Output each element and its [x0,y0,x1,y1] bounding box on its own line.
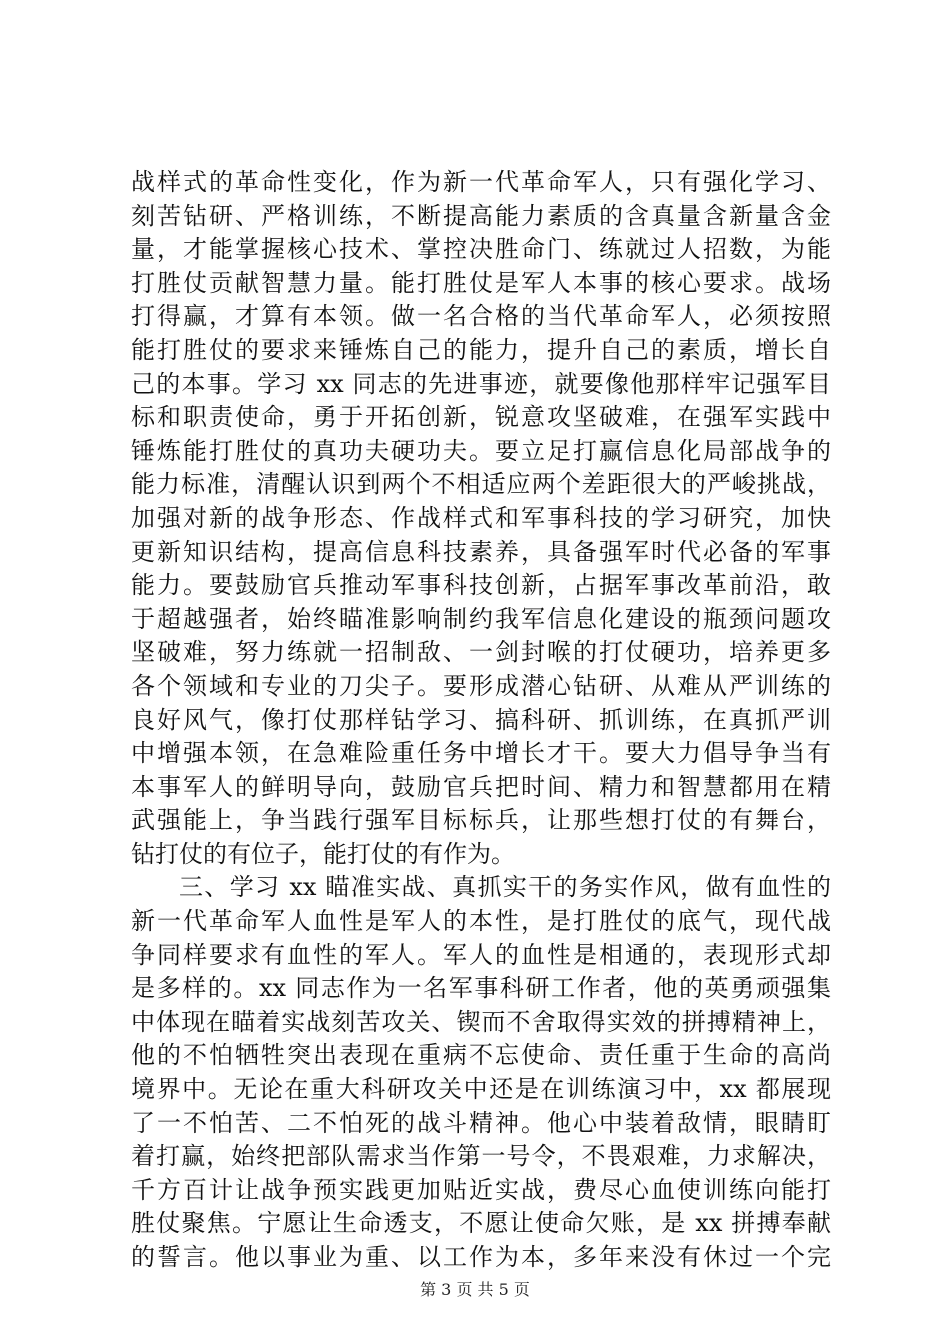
text-line: 了一不怕苦、二不怕死的战斗精神。他心中装着敌情，眼睛盯 [131,1108,831,1137]
text-line: 着打赢，始终把部队需求当作第一号令，不畏艰难，力求解决， [131,1142,831,1171]
text-line: 本事军人的鲜明导向，鼓励官兵把时间、精力和智慧都用在精 [131,772,831,801]
text-line: 的誓言。他以事业为重、以工作为本，多年来没有休过一个完 [131,1243,831,1271]
text-line: 良好风气，像打仗那样钻学习、搞科研、抓训练，在真抓严训 [131,705,831,734]
text-line: 量，才能掌握核心技术、掌控决胜命门、练就过人招数，为能 [131,235,831,264]
body-text [131,166,831,1275]
page-number-footer: 第 3 页 共 5 页 [420,1280,530,1299]
text-line: 更新知识结构，提高信息科技素养，具备强军时代必备的军事 [131,537,831,566]
text-line: 武强能上，争当践行强军目标标兵，让那些想打仗的有舞台， [131,806,831,835]
text-line: 能力。要鼓励官兵推动军事科技创新，占据军事改革前沿，敢 [131,571,831,600]
text-line: 锤炼能打胜仗的真功夫硬功夫。要立足打赢信息化局部战争的 [131,436,831,465]
text-line: 千方百计让战争预实践更加贴近实战，费尽心血使训练向能打 [131,1175,831,1204]
text-line: 加强对新的战争形态、作战样式和军事科技的学习研究，加快 [131,503,831,532]
text-line: 能打胜仗的要求来锤炼自己的能力，提升自己的素质，增长自 [131,335,831,364]
text-line: 胜仗聚焦。宁愿让生命透支，不愿让使命欠账，是 xx 拼搏奉献 [131,1209,831,1238]
text-line: 己的本事。学习 xx 同志的先进事迹，就要像他那样牢记强军目 [131,369,831,398]
text-line: 于超越强者，始终瞄准影响制约我军信息化建设的瓶颈问题攻 [131,604,831,633]
text-line: 他的不怕牺牲突出表现在重病不忘使命、责任重于生命的高尚 [131,1041,831,1070]
text-line: 标和职责使命，勇于开拓创新，锐意攻坚破难，在强军实践中 [131,403,831,432]
text-line: 境界中。无论在重大科研攻关中还是在训练演习中，xx 都展现 [131,1075,831,1104]
text-line: 打得赢，才算有本领。做一名合格的当代革命军人，必须按照 [131,302,831,331]
text-line: 各个领域和专业的刀尖子。要形成潜心钻研、从难从严训练的 [131,671,831,700]
text-line: 坚破难，努力练就一招制敌、一剑封喉的打仗硬功，培养更多 [131,638,831,667]
text-line: 钻打仗的有位子，能打仗的有作为。 [131,839,515,868]
text-line: 战样式的革命性变化，作为新一代革命军人，只有强化学习、 [131,168,831,196]
text-line: 能力标准，清醒认识到两个不相适应两个差距很大的严峻挑战， [131,470,831,499]
section-heading-line: 三、学习 xx 瞄准实战、真抓实干的务实作风，做有血性的 [179,873,831,902]
text-line: 新一代革命军人血性是军人的本性，是打胜仗的底气，现代战 [131,907,831,936]
text-line: 中体现在瞄着实战刻苦攻关、锲而不舍取得实效的拼搏精神上， [131,1007,831,1036]
text-line: 中增强本领，在急难险重任务中增长才干。要大力倡导争当有 [131,739,831,768]
text-line: 是多样的。xx 同志作为一名军事科研工作者，他的英勇顽强集 [131,974,831,1003]
text-line: 刻苦钻研、严格训练，不断提高能力素质的含真量含新量含金 [131,201,831,230]
text-line: 争同样要求有血性的军人。军人的血性是相通的，表现形式却 [131,940,831,969]
text-line: 打胜仗贡献智慧力量。能打胜仗是军人本事的核心要求。战场 [131,268,831,297]
